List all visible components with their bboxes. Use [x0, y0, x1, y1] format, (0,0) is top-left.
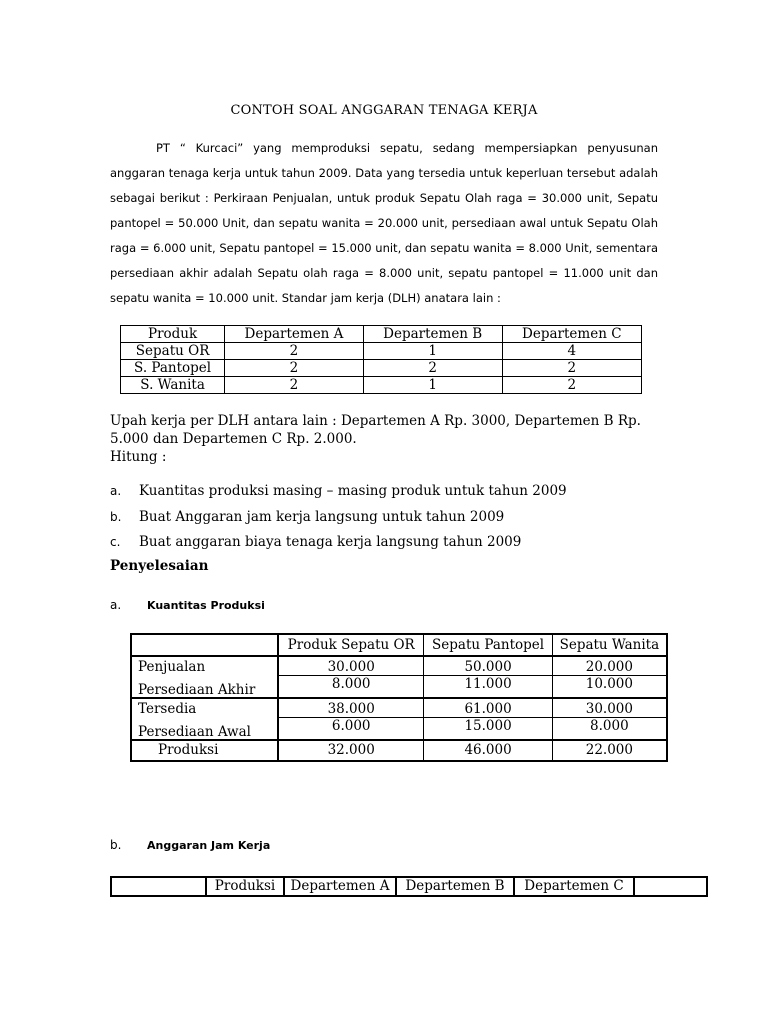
- header-cell: Departemen C: [514, 877, 634, 896]
- table-cell: 2: [225, 377, 364, 394]
- task-letter: c.: [110, 535, 121, 549]
- intro-paragraph: [110, 136, 658, 311]
- table-cell: Sepatu OR: [121, 343, 225, 360]
- table-row: [131, 740, 667, 761]
- table-cell: 2: [502, 377, 641, 394]
- dlh-table: [120, 325, 642, 394]
- row-label: Produksi: [131, 740, 278, 761]
- table-cell: 22.000: [552, 740, 667, 761]
- section-a-label: Kuantitas Produksi: [147, 599, 265, 612]
- table-cell: 1: [363, 343, 502, 360]
- header-cell: Sepatu Pantopel: [424, 634, 552, 656]
- value: 61.000: [424, 699, 551, 718]
- page-title: CONTOH SOAL ANGGARAN TENAGA KERJA: [230, 103, 538, 118]
- header-cell: Produk Sepatu OR: [278, 634, 424, 656]
- header-cell: [131, 634, 278, 656]
- header-cell: Departemen B: [363, 326, 502, 343]
- table-cell: 46.000: [424, 740, 552, 761]
- table-cell: [552, 656, 667, 698]
- table-cell: S. Pantopel: [121, 360, 225, 377]
- task-letter: b.: [110, 510, 122, 524]
- section-b-label: Anggaran Jam Kerja: [147, 839, 271, 852]
- table-cell: 32.000: [278, 740, 424, 761]
- row-label: Persediaan Awal: [138, 724, 251, 740]
- row-label: Tersedia: [138, 701, 197, 717]
- table-row: [121, 343, 642, 360]
- header-cell: [111, 877, 206, 896]
- table-cell: [424, 698, 552, 740]
- value: 50.000: [424, 657, 551, 676]
- header-cell: Departemen B: [396, 877, 514, 896]
- table-cell: S. Wanita: [121, 377, 225, 394]
- value: 20.000: [553, 657, 666, 676]
- value: 15.000: [464, 718, 512, 734]
- table-cell: 1: [363, 377, 502, 394]
- table-header-row: [111, 877, 707, 896]
- row-label-cell: [131, 656, 278, 698]
- value: 38.000: [279, 699, 423, 718]
- row-label: Persediaan Akhir: [138, 682, 256, 698]
- value: 11.000: [464, 676, 512, 692]
- row-label: Penjualan: [138, 659, 206, 675]
- table-row: [121, 377, 642, 394]
- section-a-letter: a.: [110, 598, 122, 612]
- table-cell: [424, 656, 552, 698]
- table-row: [131, 656, 667, 698]
- value: 30.000: [553, 699, 666, 718]
- header-cell: Produk: [121, 326, 225, 343]
- task-text: Kuantitas produksi masing – masing produk untuk tahun 2009: [139, 483, 567, 499]
- intro-text: PT “ Kurcaci” yang memproduksi sepatu, sedang mempersiapkan penyusunan anggaran tenaga kerja untuk tahun 2009. Data yang tersedia untuk keperluan tersebut adalah sebagai berikut : Perkiraan Penjualan, untuk produk Sepatu Olah raga = 30.000 unit, Sepatu pantopel = 50.000 Unit, dan sepatu wanita = 20.000 unit, persediaan awal untuk Sepatu Olah raga = 6.000 unit, Sepatu pantopel = 15.000 unit, dan sepatu wanita = 8.000 Unit, sementara persediaan akhir adalah Sepatu olah raga = 8.000 unit, sepatu pantopel = 11.000 unit dan sepatu wanita = 10.000 unit. Standar jam kerja (DLH) anatara lain :: [110, 141, 658, 305]
- section-b-letter: b.: [110, 838, 122, 852]
- value: 30.000: [279, 657, 423, 676]
- task-text: Buat Anggaran jam kerja langsung untuk tahun 2009: [139, 509, 505, 525]
- task-letter: a.: [110, 484, 122, 498]
- header-cell: Departemen C: [502, 326, 641, 343]
- produksi-table: [130, 633, 668, 762]
- table-row: [131, 698, 667, 740]
- task-text: Buat anggaran biaya tenaga kerja langsung tahun 2009: [139, 534, 522, 550]
- table-cell: 2: [502, 360, 641, 377]
- table-cell: [552, 698, 667, 740]
- header-cell: [634, 877, 707, 896]
- jam-kerja-table: [110, 876, 708, 897]
- upah-text: Upah kerja per DLH antara lain : Departemen A Rp. 3000, Departemen B Rp. 5.000 dan Departemen C Rp. 2.000.: [110, 413, 641, 447]
- table-cell: [278, 698, 424, 740]
- table-cell: 2: [225, 343, 364, 360]
- table-header-row: [131, 634, 667, 656]
- table-cell: [278, 656, 424, 698]
- upah-block: [110, 412, 660, 466]
- header-cell: Produksi: [206, 877, 284, 896]
- header-cell: Sepatu Wanita: [552, 634, 667, 656]
- table-cell: 2: [225, 360, 364, 377]
- value: 8.000: [331, 676, 371, 692]
- header-cell: Departemen A: [225, 326, 364, 343]
- table-cell: 2: [363, 360, 502, 377]
- row-label-cell: [131, 698, 278, 740]
- table-cell: 4: [502, 343, 641, 360]
- table-header-row: [121, 326, 642, 343]
- value: 6.000: [331, 718, 371, 734]
- value: 8.000: [590, 718, 629, 734]
- value: 10.000: [585, 676, 633, 692]
- hitung-label: Hitung :: [110, 449, 167, 465]
- table-row: [121, 360, 642, 377]
- header-cell: Departemen A: [284, 877, 396, 896]
- penyelesaian-heading: Penyelesaian: [110, 558, 209, 574]
